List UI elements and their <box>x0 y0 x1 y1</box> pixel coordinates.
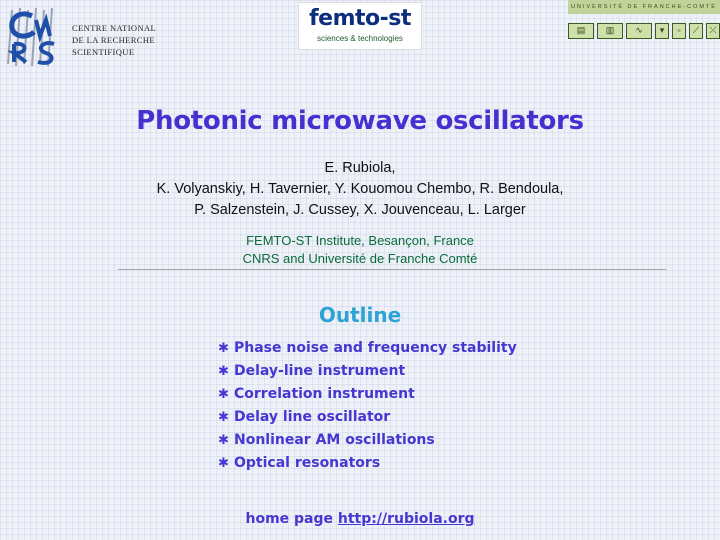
author-list <box>0 158 720 221</box>
femto-logo-word: femto-st <box>309 6 411 31</box>
outline-item-label: Nonlinear AM oscillations <box>234 432 435 448</box>
outline-item-label: Delay line oscillator <box>234 409 391 425</box>
slash-icon: ⟋ <box>689 23 703 39</box>
cnrs-line: SCIENTIFIQUE <box>72 47 135 57</box>
outline-item-label: Correlation instrument <box>234 386 415 402</box>
home-page-line <box>0 511 720 527</box>
outline-item-label: Optical resonators <box>234 455 381 471</box>
asterisk-bullet-icon: ✱ <box>218 456 229 471</box>
book-icon: ▤ <box>568 23 594 39</box>
femto-st-logo <box>298 2 422 50</box>
cnrs-line: CENTRE NATIONAL <box>72 23 157 33</box>
outline-item <box>218 360 517 383</box>
outline-item <box>218 452 517 475</box>
affiliation <box>0 232 720 268</box>
wave-icon: ∿ <box>626 23 652 39</box>
asterisk-bullet-icon: ✱ <box>218 410 229 425</box>
cnrs-logo <box>6 6 62 68</box>
outline-item <box>218 406 517 429</box>
columns-icon: ▥ <box>597 23 623 39</box>
divider <box>118 269 666 270</box>
outline-list <box>218 337 517 475</box>
ufc-banner: UNIVERSITÉ DE FRANCHE-COMTÉ <box>568 0 720 14</box>
author-line: K. Volyanskiy, H. Tavernier, Y. Kouomou Chembo, R. Bendoula, <box>156 181 564 197</box>
outline-item-label: Delay-line instrument <box>234 363 406 379</box>
home-page-link[interactable]: http://rubiola.org <box>337 511 475 527</box>
affiliation-line: FEMTO-ST Institute, Besançon, France <box>246 233 474 248</box>
cnrs-line: DE LA RECHERCHE <box>72 35 155 45</box>
cross-icon: ⤫ <box>706 23 720 39</box>
outline-heading: Outline <box>318 303 402 327</box>
home-page-label: home page <box>245 511 334 527</box>
femto-logo-tagline: sciences & technologies <box>317 34 403 43</box>
cnrs-name <box>72 22 156 58</box>
author-line: E. Rubiola, <box>324 160 396 176</box>
ufc-icon-row <box>568 18 720 44</box>
slide-title: Photonic microwave oscillators <box>136 106 584 136</box>
triangle-icon: ▾ <box>655 23 669 39</box>
outline-item <box>218 337 517 360</box>
outline-item <box>218 429 517 452</box>
square-icon: ▫ <box>672 23 686 39</box>
asterisk-bullet-icon: ✱ <box>218 364 229 379</box>
affiliation-line: CNRS and Université de Franche Comté <box>242 251 478 266</box>
asterisk-bullet-icon: ✱ <box>218 341 229 356</box>
outline-item <box>218 383 517 406</box>
author-line: P. Salzenstein, J. Cussey, X. Jouvenceau, L. Larger <box>194 202 526 218</box>
asterisk-bullet-icon: ✱ <box>218 433 229 448</box>
asterisk-bullet-icon: ✱ <box>218 387 229 402</box>
outline-item-label: Phase noise and frequency stability <box>234 340 517 356</box>
